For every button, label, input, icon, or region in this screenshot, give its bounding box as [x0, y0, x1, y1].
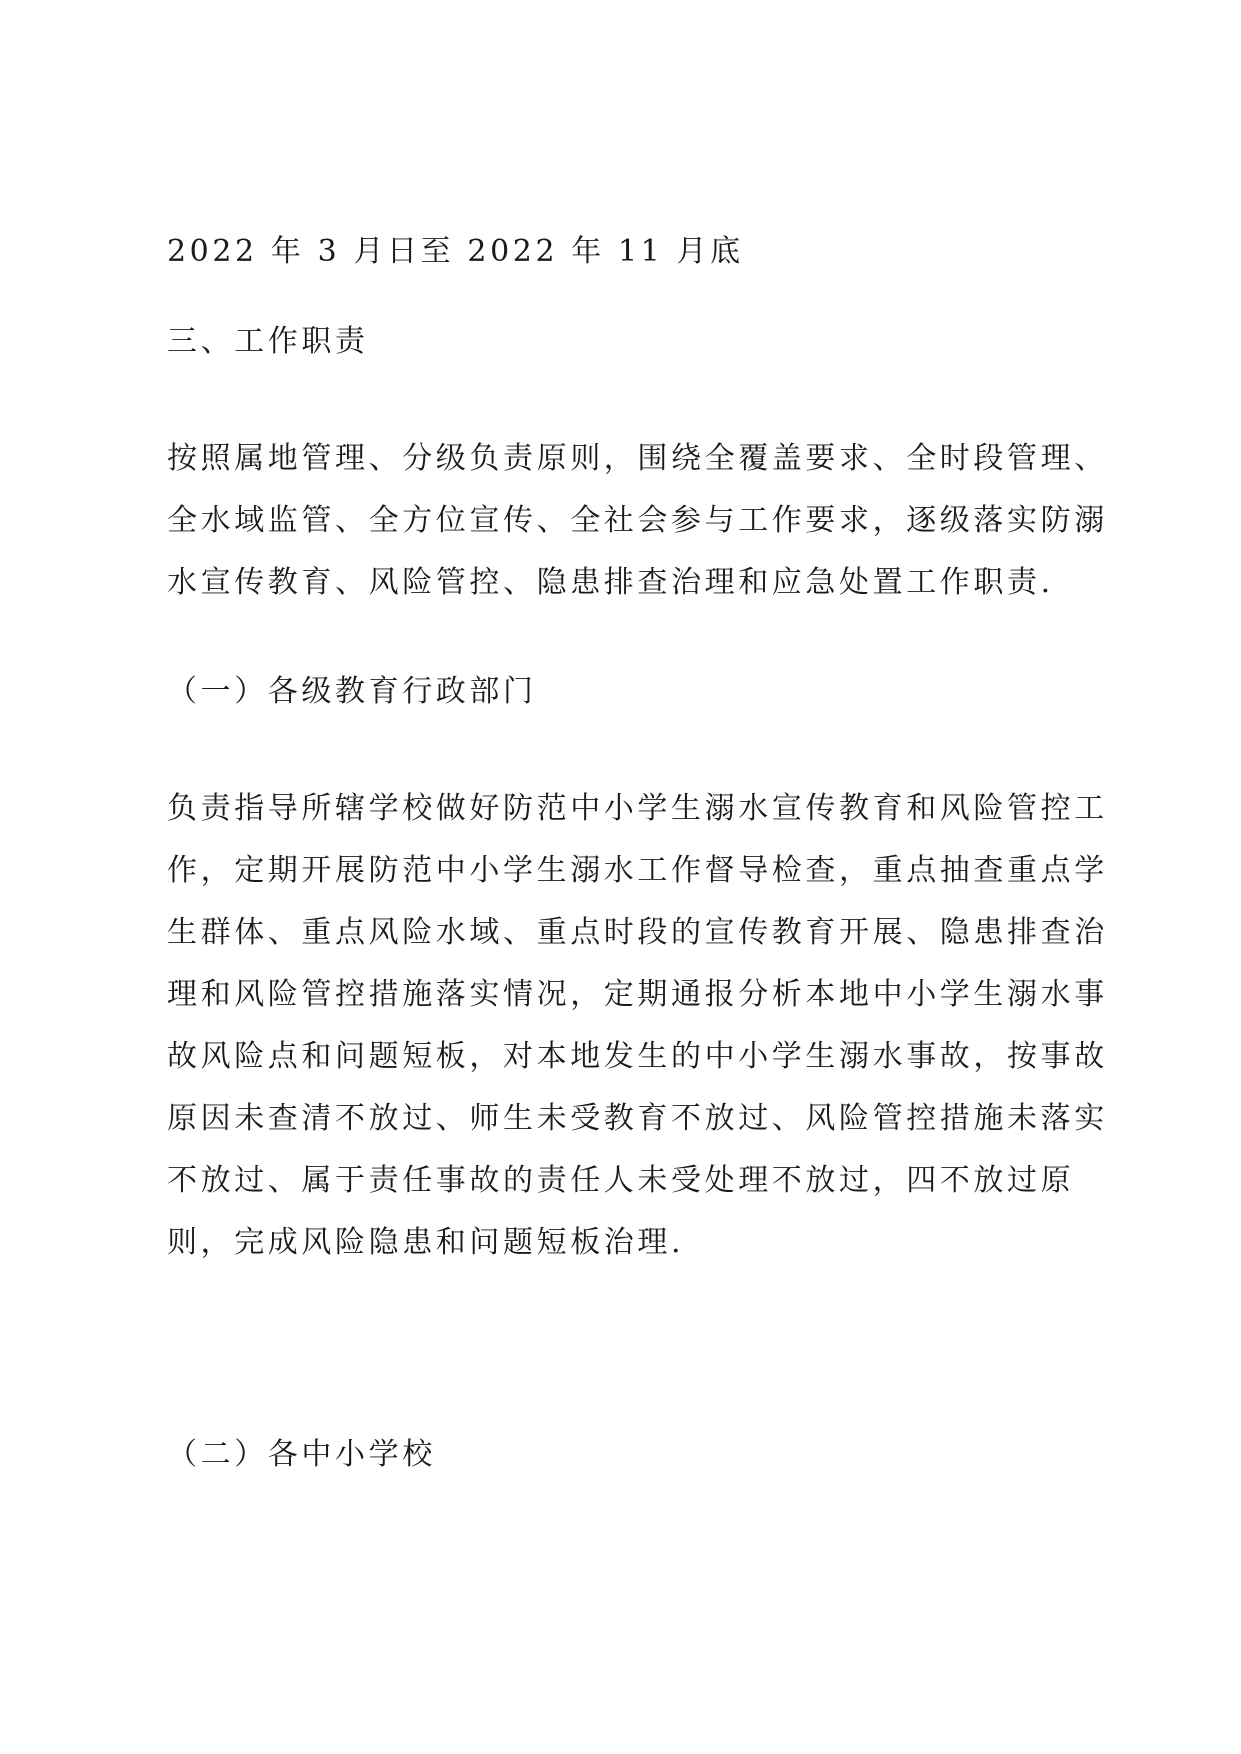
paragraph-line: 负责指导所辖学校做好防范中小学生溺水宣传教育和风险管控工	[167, 791, 1108, 826]
paragraph-line: 原因未查清不放过、师生未受教育不放过、风险管控措施未落实	[167, 1101, 1108, 1136]
section-three-heading: 三、工作职责	[167, 324, 369, 359]
subsection-one-heading: （一）各级教育行政部门	[167, 674, 537, 709]
paragraph-line: 全水域监管、全方位宣传、全社会参与工作要求，逐级落实防溺	[167, 503, 1108, 538]
paragraph-line: 则，完成风险隐患和问题短板治理.	[167, 1225, 685, 1260]
paragraph-line: 故风险点和问题短板，对本地发生的中小学生溺水事故，按事故	[167, 1039, 1108, 1074]
subsection-one-paragraph	[167, 778, 1108, 1274]
paragraph-line: 生群体、重点风险水域、重点时段的宣传教育开展、隐患排查治	[167, 915, 1108, 950]
paragraph-line: 按照属地管理、分级负责原则，围绕全覆盖要求、全时段管理、	[167, 441, 1108, 476]
paragraph-line: 水宣传教育、风险管控、隐患排查治理和应急处置工作职责.	[167, 565, 1054, 600]
date-range-line: 2022 年 3 月日至 2022 年 11 月底	[167, 234, 744, 269]
paragraph-line: 作，定期开展防范中小学生溺水工作督导检查，重点抽查重点学	[167, 853, 1108, 888]
paragraph-line: 理和风险管控措施落实情况，定期通报分析本地中小学生溺水事	[167, 977, 1108, 1012]
section-three-paragraph	[167, 428, 1108, 614]
subsection-two-heading: （二）各中小学校	[167, 1437, 436, 1472]
paragraph-line: 不放过、属于责任事故的责任人未受处理不放过，四不放过原	[167, 1163, 1075, 1198]
